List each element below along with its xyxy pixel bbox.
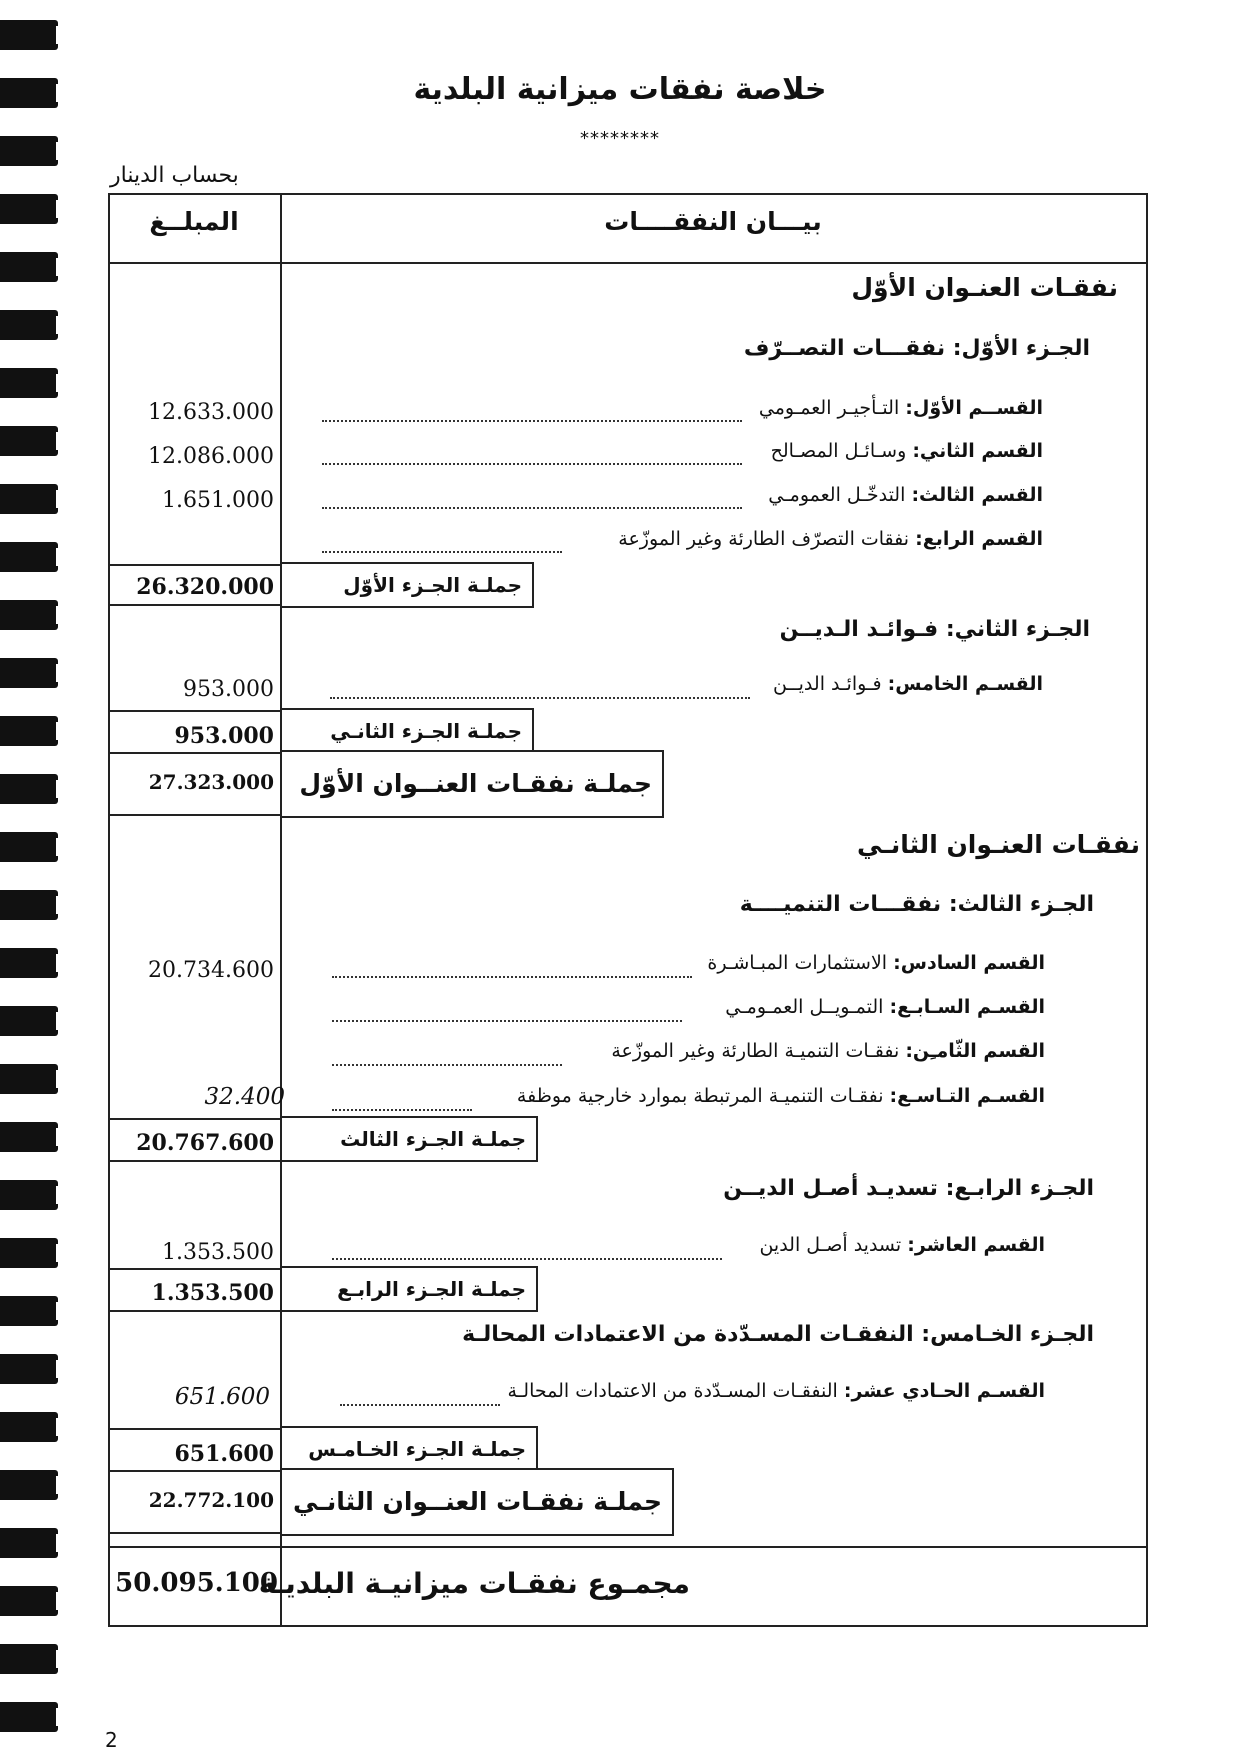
section-label: القسم الثاني: (912, 440, 1043, 462)
title1-total-label: جملـة نفقـات العنــوان الأوّل (299, 769, 652, 798)
section-text: التدخّـل العمومـي (768, 484, 906, 506)
title2-total-label: جملـة نفقـات العنــوان الثانـي (293, 1487, 662, 1516)
part4-total: 1.353.500 (151, 1280, 274, 1306)
section-label: القسم العاشر: (907, 1234, 1045, 1256)
section-label: القســم الأوّل: (905, 397, 1043, 419)
part2-total-box (280, 708, 534, 754)
row-line (108, 752, 280, 754)
part4-line-1 (759, 1234, 1045, 1256)
row-line (108, 1470, 280, 1472)
grand-total-label: مجمـوع نفقـات ميزانيـة البلديـة (258, 1567, 690, 1600)
leader-dots (322, 551, 562, 553)
part2-line-1 (773, 673, 1043, 695)
section-label: القسـم الخامس: (887, 673, 1043, 695)
row-line (108, 1428, 280, 1430)
grand-total-amount: 50.095.100 (115, 1568, 278, 1598)
title-stars: ******** (580, 128, 660, 149)
part1-label: الجـزء الأوّل: نفقـــات التصــرّف (743, 336, 1090, 361)
row-line (108, 564, 280, 566)
row-line (108, 604, 280, 606)
column-divider (280, 193, 282, 1625)
section-text: نفقـات التنميـة المرتبطة بموارد خارجية موظفة (516, 1085, 884, 1107)
part3-amount-1: 20.734.600 (148, 958, 274, 983)
part3-line-3 (611, 1040, 1045, 1062)
section-text: تسديد أصـل الدين (759, 1234, 902, 1256)
part3-line-1 (707, 952, 1045, 974)
part5-amount-1-handwritten: 651.600 (174, 1384, 270, 1410)
part3-total: 20.767.600 (136, 1130, 274, 1156)
row-line (108, 814, 280, 816)
part2-total-label: جملـة الجـزء الثانـي (330, 719, 522, 743)
leader-dots (340, 1404, 500, 1406)
row-line (108, 1160, 280, 1162)
part2-total: 953.000 (174, 723, 274, 749)
section-label: القسـم السـابـع: (889, 996, 1045, 1018)
row-line (108, 1532, 280, 1534)
section-label: القسم الثّامـِن: (905, 1040, 1045, 1062)
leader-dots (322, 463, 742, 465)
section-label: القسم السادس: (893, 952, 1045, 974)
section-text: الاستثمارات المبـاشـرة (707, 952, 888, 974)
part5-total-label: جملـة الجـزء الخـامـس (308, 1437, 526, 1461)
leader-dots (332, 1064, 562, 1066)
leader-dots (332, 1109, 472, 1111)
part1-amount-1: 12.633.000 (148, 400, 274, 425)
part1-total: 26.320.000 (136, 574, 274, 600)
part4-label: الجـزء الرابـع: تسديـد أصـل الديــن (723, 1176, 1094, 1201)
part1-line-1 (759, 397, 1043, 419)
section-label: القسم الرابع: (915, 528, 1043, 550)
title1-total-box (280, 750, 664, 818)
part4-amount-1: 1.353.500 (162, 1240, 274, 1265)
part5-total-box (280, 1426, 538, 1472)
section-label: القسـم التـاسـع: (889, 1085, 1045, 1107)
part5-label: الجـزء الخـامس: النفقـات المسـدّدة من الاعتمادات المحالـة (462, 1322, 1094, 1347)
part3-line-2 (725, 996, 1045, 1018)
part2-label: الجـزء الثاني: فـوائـد الـديــن (779, 617, 1090, 642)
part3-total-box (280, 1116, 538, 1162)
part5-total: 651.600 (174, 1441, 274, 1467)
section-text: النفقـات المسـدّدة من الاعتمادات المحالـة (507, 1380, 838, 1402)
header-divider (108, 262, 1146, 264)
section-text: التـأجيـر العمـومي (758, 397, 900, 419)
section-label: القسـم الحـادي عشر: (843, 1380, 1045, 1402)
header-amount: المبلــغ (149, 207, 239, 236)
part1-amount-3: 1.651.000 (162, 488, 274, 513)
title2-total-box (280, 1468, 674, 1536)
part1-line-2 (771, 440, 1043, 462)
title2-total: 22.772.100 (148, 1488, 274, 1512)
part1-amount-2: 12.086.000 (148, 444, 274, 469)
part1-total-box (280, 562, 534, 608)
row-line (108, 1268, 280, 1270)
title1-heading: نفقـات العنـوان الأوّل (851, 273, 1118, 302)
section-text: التمـويــل العمـومـي (725, 996, 884, 1018)
row-line (108, 710, 280, 712)
leader-dots (322, 420, 742, 422)
part1-line-4 (618, 528, 1043, 550)
part2-amount-1: 953.000 (183, 677, 274, 702)
part3-total-label: جملـة الجـزء الثالث (340, 1127, 526, 1151)
part3-label: الجـزء الثالث: نفقـــات التنميــــة (739, 892, 1094, 917)
part3-amount-4-handwritten: 32.400 (204, 1084, 285, 1110)
part5-line-1 (508, 1380, 1045, 1402)
page-title: خلاصة نفقات ميزانية البلدية (413, 72, 827, 107)
leader-dots (332, 976, 692, 978)
section-text: نفقـات التنميـة الطارئة وغير الموزّعة (611, 1040, 900, 1062)
part1-total-label: جملـة الجـزء الأوّل (343, 573, 522, 597)
title1-total: 27.323.000 (148, 770, 274, 794)
spiral-binding (0, 20, 60, 1740)
part4-total-label: جملـة الجـزء الرابـع (337, 1277, 526, 1301)
section-label: القسم الثالث: (911, 484, 1043, 506)
part4-total-box (280, 1266, 538, 1312)
page-number: 2 (105, 1728, 118, 1752)
part1-line-3 (768, 484, 1043, 506)
section-text: وسـائـل المصـالح (770, 440, 907, 462)
title2-heading: نفقـات العنـوان الثانـي (856, 830, 1140, 859)
grand-total-divider (108, 1546, 1146, 1548)
row-line (108, 1310, 280, 1312)
section-text: نفقات التصرّف الطارئة وغير الموزّعة (618, 528, 910, 550)
leader-dots (322, 507, 742, 509)
part3-line-4 (517, 1085, 1045, 1107)
leader-dots (332, 1020, 682, 1022)
row-line (108, 1118, 280, 1120)
header-description: بيـــان النفقــــات (604, 207, 822, 236)
leader-dots (332, 1258, 722, 1260)
currency-note: بحساب الدينار (110, 163, 239, 188)
section-text: فـوائـد الديــن (773, 673, 882, 695)
leader-dots (330, 697, 750, 699)
